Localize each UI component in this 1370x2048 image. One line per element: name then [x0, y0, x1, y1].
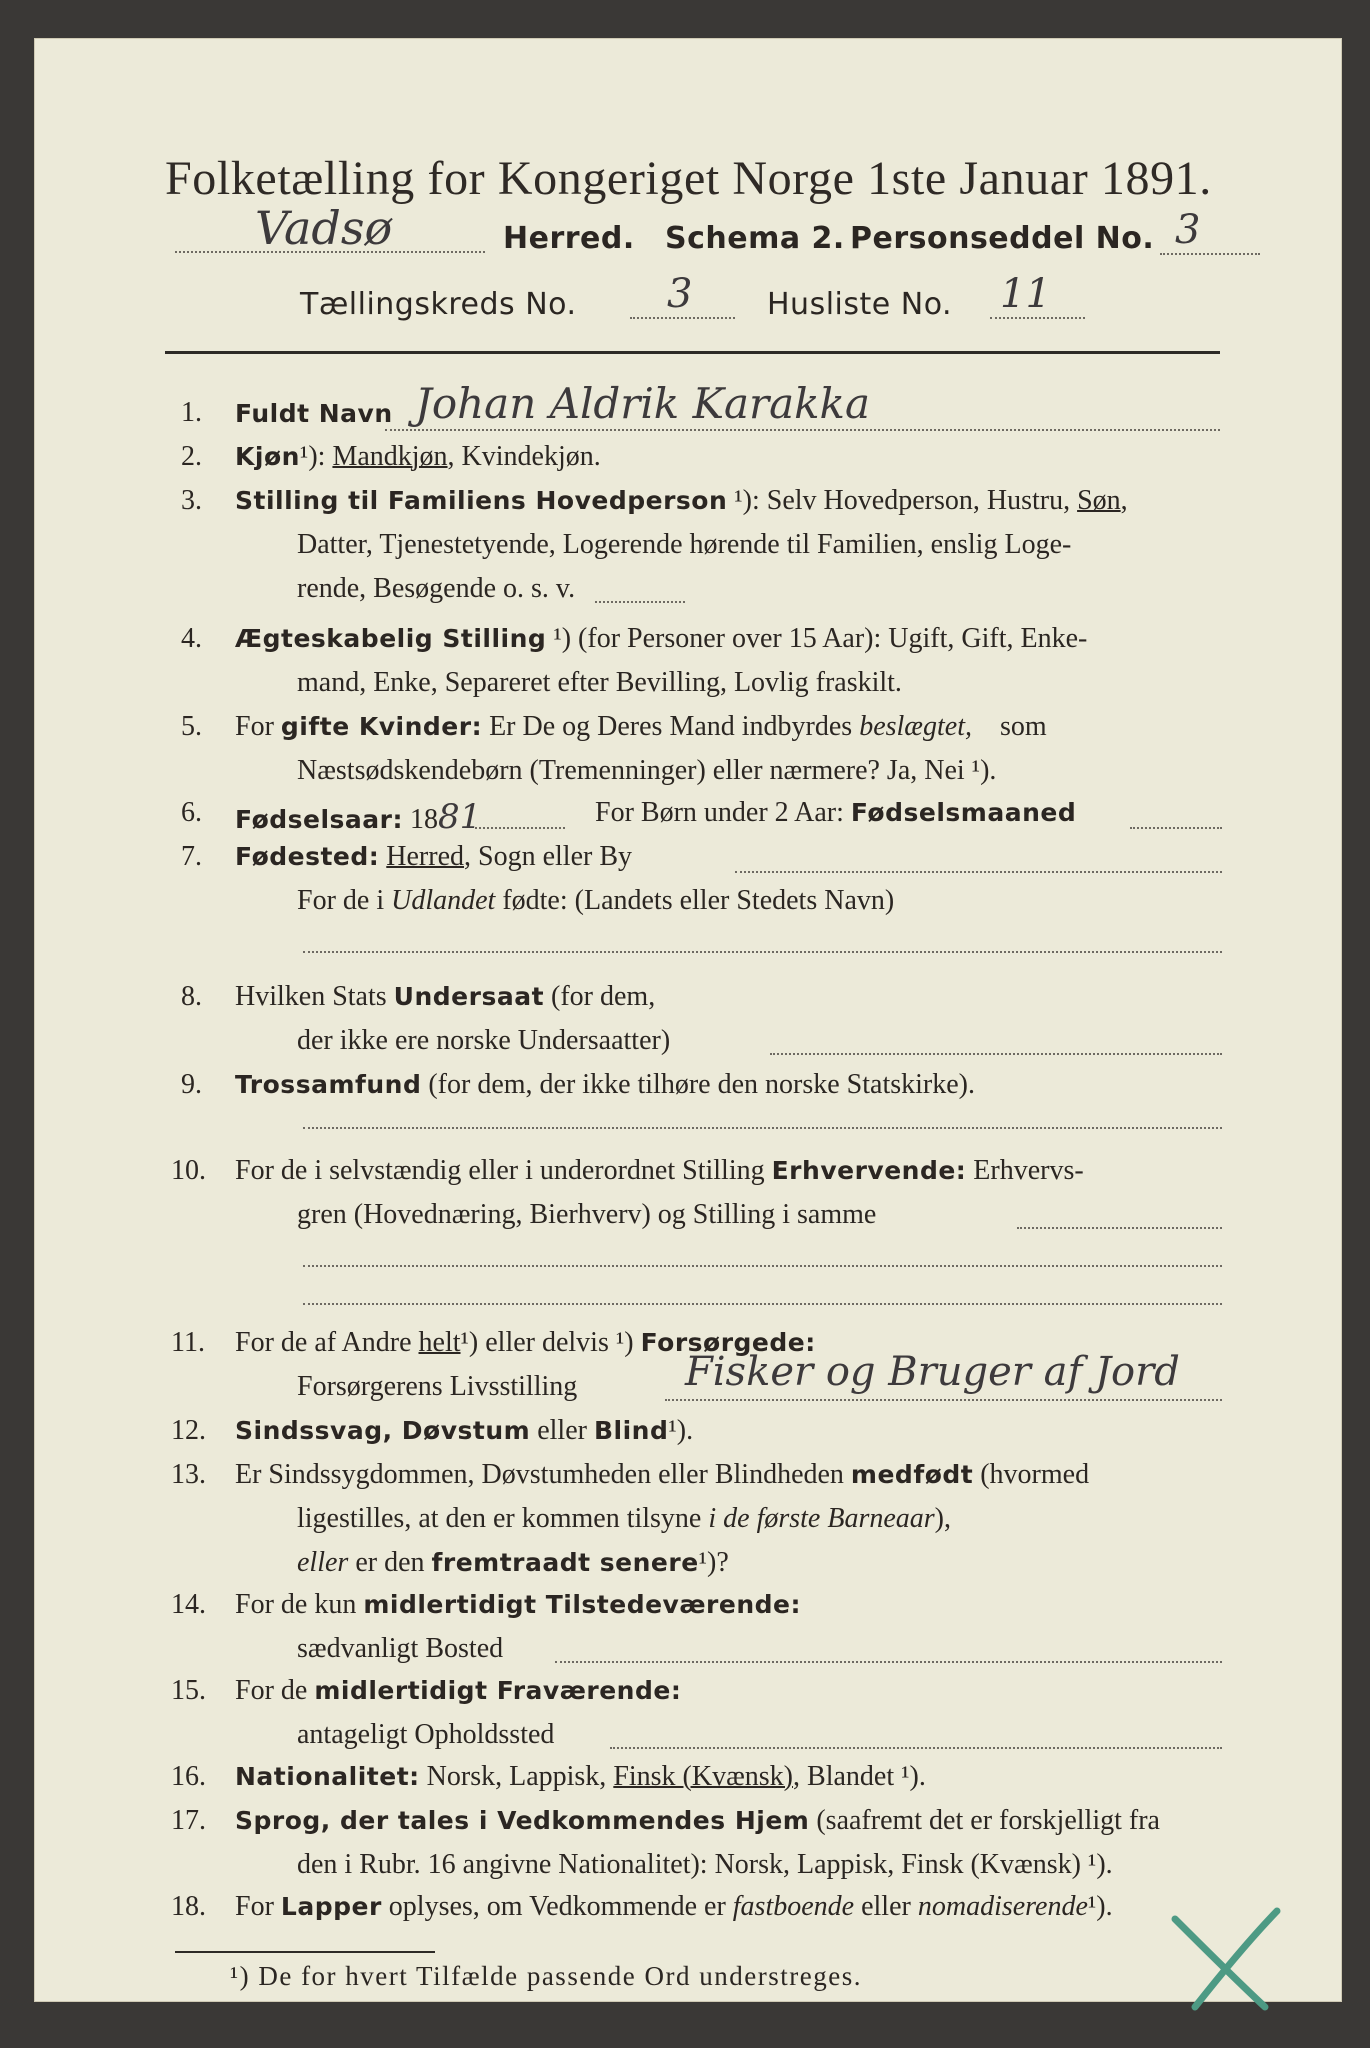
census-form-sheet [34, 38, 1342, 2002]
erhv-dots-3 [303, 1303, 1222, 1305]
husliste-number: 11 [1000, 271, 1051, 317]
footnote-text: ¹) De for hvert Tilfælde passende Ord understreges. [230, 1961, 862, 1991]
footnote-rule [175, 1951, 435, 1953]
fors-delvis: ¹) eller delvis ¹) [460, 1327, 634, 1358]
s13-pre: Er Sindssygdommen, Døvstumheden eller Blindheden [235, 1459, 844, 1490]
stats-pre: Hvilken Stats [235, 981, 387, 1012]
fors-helt: helt [418, 1327, 461, 1358]
item-number: 7. [181, 841, 202, 872]
s15-line-2: antageligt Opholdssted [297, 1719, 555, 1750]
stats-line-2: der ikke ere norske Undersaatter) [297, 1025, 671, 1056]
fodselsmaaned-line [595, 797, 1076, 829]
stilling-line-3: rende, Besøgende o. s. v. [297, 573, 576, 604]
fodested-rest: , Sogn eller By [464, 841, 633, 872]
stats-dots [770, 1053, 1222, 1055]
lapper-pre: For [235, 1891, 274, 1922]
place-value: Vadsø [255, 201, 393, 255]
personseddel-number: 3 [1175, 207, 1201, 253]
fuldt-navn-label: Fuldt Navn [235, 399, 393, 428]
tros-dots [303, 1127, 1222, 1129]
fodselsaar-dots [475, 827, 565, 829]
tros-rest: (for dem, der ikke tilhøre den norske Statskirke). [428, 1069, 975, 1100]
fors-dots [665, 1399, 1222, 1401]
sinds-label: Sindssvag, Døvstum [235, 1416, 531, 1445]
sprog-rest: (saafremt det er forskjelligt fra [816, 1805, 1160, 1836]
stats-line-1 [235, 981, 655, 1013]
sinds-blind: Blind [593, 1416, 669, 1445]
fodested-udland-dots [303, 951, 1222, 953]
fors-value: Fisker og Bruger af Jord [685, 1349, 1180, 1395]
s13-ligestilles: ligestilles, at den er kommen tilsyne [297, 1503, 702, 1534]
sinds-line [235, 1415, 693, 1447]
fodested-line-2 [297, 885, 894, 917]
kjon-mandkjon: Mandkjøn [332, 441, 448, 472]
kreds-dots [630, 317, 735, 319]
item-number: 1. [181, 397, 202, 428]
kreds-number: 3 [667, 271, 693, 317]
s13-fremtraadt: fremtraadt senere [431, 1548, 699, 1577]
item-number: 10. [171, 1155, 206, 1186]
item-number: 11. [171, 1327, 205, 1358]
lapper-end: ¹). [1087, 1891, 1113, 1922]
item-number: 17. [171, 1805, 206, 1836]
gifte-label: gifte Kvinder: [280, 712, 483, 741]
s14-pre: For de kun [235, 1589, 357, 1620]
erhv-line-1 [235, 1155, 1084, 1187]
stilling-line-1 [235, 485, 1128, 517]
gifte-question: Er De og Deres Mand indbyrdes [489, 711, 853, 742]
s13-eller: eller [297, 1547, 349, 1578]
fodselsaar-prefix: 18 [410, 804, 438, 835]
fuldt-navn-value: Johan Aldrik Karakka [415, 379, 871, 428]
footnote-mark: ¹ [299, 441, 309, 472]
kjon-line [235, 441, 601, 473]
item-number: 9. [181, 1069, 202, 1100]
sprog-label: Sprog, der tales i Vedkommendes Hjem [235, 1806, 810, 1835]
fodested-label: Fødested: [235, 842, 380, 871]
pencil-x-mark-icon [1155, 1879, 1295, 2019]
item-number: 16. [171, 1761, 206, 1792]
fuldt-navn-dots [385, 429, 1220, 431]
herred-label: Herred. [503, 221, 635, 256]
gifte-som: som [999, 711, 1047, 742]
nat-finsk: Finsk (Kvænsk) [613, 1761, 794, 1792]
lapper-nomadiserende: nomadiserende [917, 1891, 1088, 1922]
s15-pre: For de [235, 1675, 308, 1706]
stilling-comma: , [1120, 485, 1128, 516]
nat-rest: , Blandet ¹). [793, 1761, 926, 1792]
personseddel-dots [1160, 253, 1260, 255]
personseddel-label: Personseddel No. [850, 221, 1155, 256]
stats-rest: (for dem, [551, 981, 656, 1012]
gifte-pre: For [235, 711, 274, 742]
s15-dots [610, 1747, 1222, 1749]
stilling-dots [595, 601, 685, 603]
s13-line-3 [297, 1547, 729, 1579]
schema-label: Schema 2. [665, 221, 845, 256]
erhv-line-2: gren (Hovednæring, Bierhverv) og Stilling i samme [297, 1199, 877, 1230]
kjon-rest: , Kvindekjøn. [447, 441, 601, 472]
erhv-dots-1 [1017, 1227, 1222, 1229]
fodested-line-1 [235, 841, 632, 873]
gifte-line-1 [235, 711, 1047, 743]
s13-close: ), [934, 1503, 951, 1534]
sprog-line-1 [235, 1805, 1160, 1837]
kjon-label: Kjøn [235, 442, 300, 471]
lapper-fastboende: fastboende [732, 1891, 855, 1922]
lapper-eller: eller [861, 1891, 911, 1922]
stats-label: Undersaat [393, 982, 545, 1011]
tros-label: Trossamfund [235, 1070, 422, 1099]
s13-medfodt: medfødt [850, 1460, 974, 1489]
fodselsmaaned-pre: For Børn under 2 Aar: [595, 797, 844, 828]
sinds-eller: eller [537, 1415, 587, 1446]
stilling-line-2: Datter, Tjenestetyende, Logerende hørende til Familien, enslig Loge- [297, 529, 1072, 560]
stilling-label: Stilling til Familiens Hovedperson [235, 486, 728, 515]
tros-line [235, 1069, 975, 1101]
kreds-label: Tællingskreds No. [300, 287, 577, 322]
s13-hvormed: (hvormed [980, 1459, 1090, 1490]
header-rule [165, 351, 1220, 354]
stilling-son: Søn [1077, 485, 1121, 516]
gifte-line-2: Næstsødskendebørn (Tremenninger) eller nærmere? Ja, Nei ¹). [297, 755, 997, 786]
nat-line [235, 1761, 926, 1793]
s13-end: ¹)? [698, 1547, 729, 1578]
fodested-udland-pre: For de i [297, 885, 385, 916]
s14-line-1 [235, 1589, 801, 1621]
s14-line-2: sædvanligt Bosted [297, 1633, 504, 1664]
item-number: 3. [181, 485, 202, 516]
s13-er-den: er den [355, 1547, 425, 1578]
erhv-pre: For de i selvstændig eller i underordnet Stilling [235, 1155, 765, 1186]
fodselsmaaned-label: Fødselsmaaned [850, 798, 1077, 827]
erhv-dots-2 [303, 1265, 1222, 1267]
form-title: Folketælling for Kongeriget Norge 1ste Januar 1891. [165, 152, 1212, 205]
stilling-options: ¹): Selv Hovedperson, Hustru, [734, 485, 1071, 516]
s13-barneaar: i de første Barneaar [708, 1503, 935, 1534]
kjon-colon: ): [308, 441, 326, 472]
fodested-udland-rest: fødte: (Landets eller Stedets Navn) [502, 885, 895, 916]
erhv-rest: Erhvervs- [973, 1155, 1084, 1186]
fodselsmaaned-dots [1130, 827, 1222, 829]
item-number: 4. [181, 623, 202, 654]
item-number: 6. [181, 797, 202, 828]
nat-options: Norsk, Lappisk, [426, 1761, 607, 1792]
item-number: 18. [171, 1891, 206, 1922]
gifte-beslaegtet: beslægtet, [859, 711, 972, 742]
item-number: 5. [181, 711, 202, 742]
aegte-line-2: mand, Enke, Separeret efter Bevilling, Lovlig fraskilt. [297, 667, 902, 698]
husliste-dots [990, 317, 1085, 319]
item-number: 15. [171, 1675, 206, 1706]
fodselsaar-value: 81 [438, 797, 482, 837]
item-number: 8. [181, 981, 202, 1012]
fors-line-2: Forsørgerens Livsstilling [297, 1371, 578, 1402]
item-number: 13. [171, 1459, 206, 1490]
item-number: 14. [171, 1589, 206, 1620]
fodested-dots [735, 871, 1222, 873]
aegte-line-1 [235, 623, 1087, 655]
fodselsaar-line [235, 797, 481, 837]
item-number: 2. [181, 441, 202, 472]
s13-line-2 [297, 1503, 951, 1535]
nat-label: Nationalitet: [235, 1762, 420, 1791]
sinds-end: ¹). [668, 1415, 694, 1446]
item-number: 12. [171, 1415, 206, 1446]
s13-line-1 [235, 1459, 1089, 1491]
husliste-label: Husliste No. [767, 287, 953, 322]
fors-label: Forsørgede: [640, 1328, 816, 1357]
s15-line-1 [235, 1675, 681, 1707]
fodested-udlandet: Udlandet [391, 885, 496, 916]
aegte-options: ¹) (for Personer over 15 Aar): Ugift, Gift, Enke- [553, 623, 1088, 654]
fors-pre: For de af Andre [235, 1327, 412, 1358]
fodested-herred: Herred [386, 841, 465, 872]
fodselsaar-label: Fødselsaar: [235, 805, 403, 834]
lapper-line [235, 1891, 1113, 1923]
s14-label: midlertidigt Tilstedeværende: [363, 1590, 801, 1619]
s14-dots [555, 1661, 1222, 1663]
sprog-line-2: den i Rubr. 16 angivne Nationalitet): Norsk, Lappisk, Finsk (Kvænsk) ¹). [297, 1849, 1113, 1880]
erhv-label: Erhvervende: [771, 1156, 967, 1185]
s15-label: midlertidigt Fraværende: [314, 1676, 682, 1705]
aegte-label: Ægteskabelig Stilling [235, 624, 547, 653]
lapper-label: Lapper [280, 1892, 382, 1921]
lapper-question: oplyses, om Vedkommende er [388, 1891, 726, 1922]
